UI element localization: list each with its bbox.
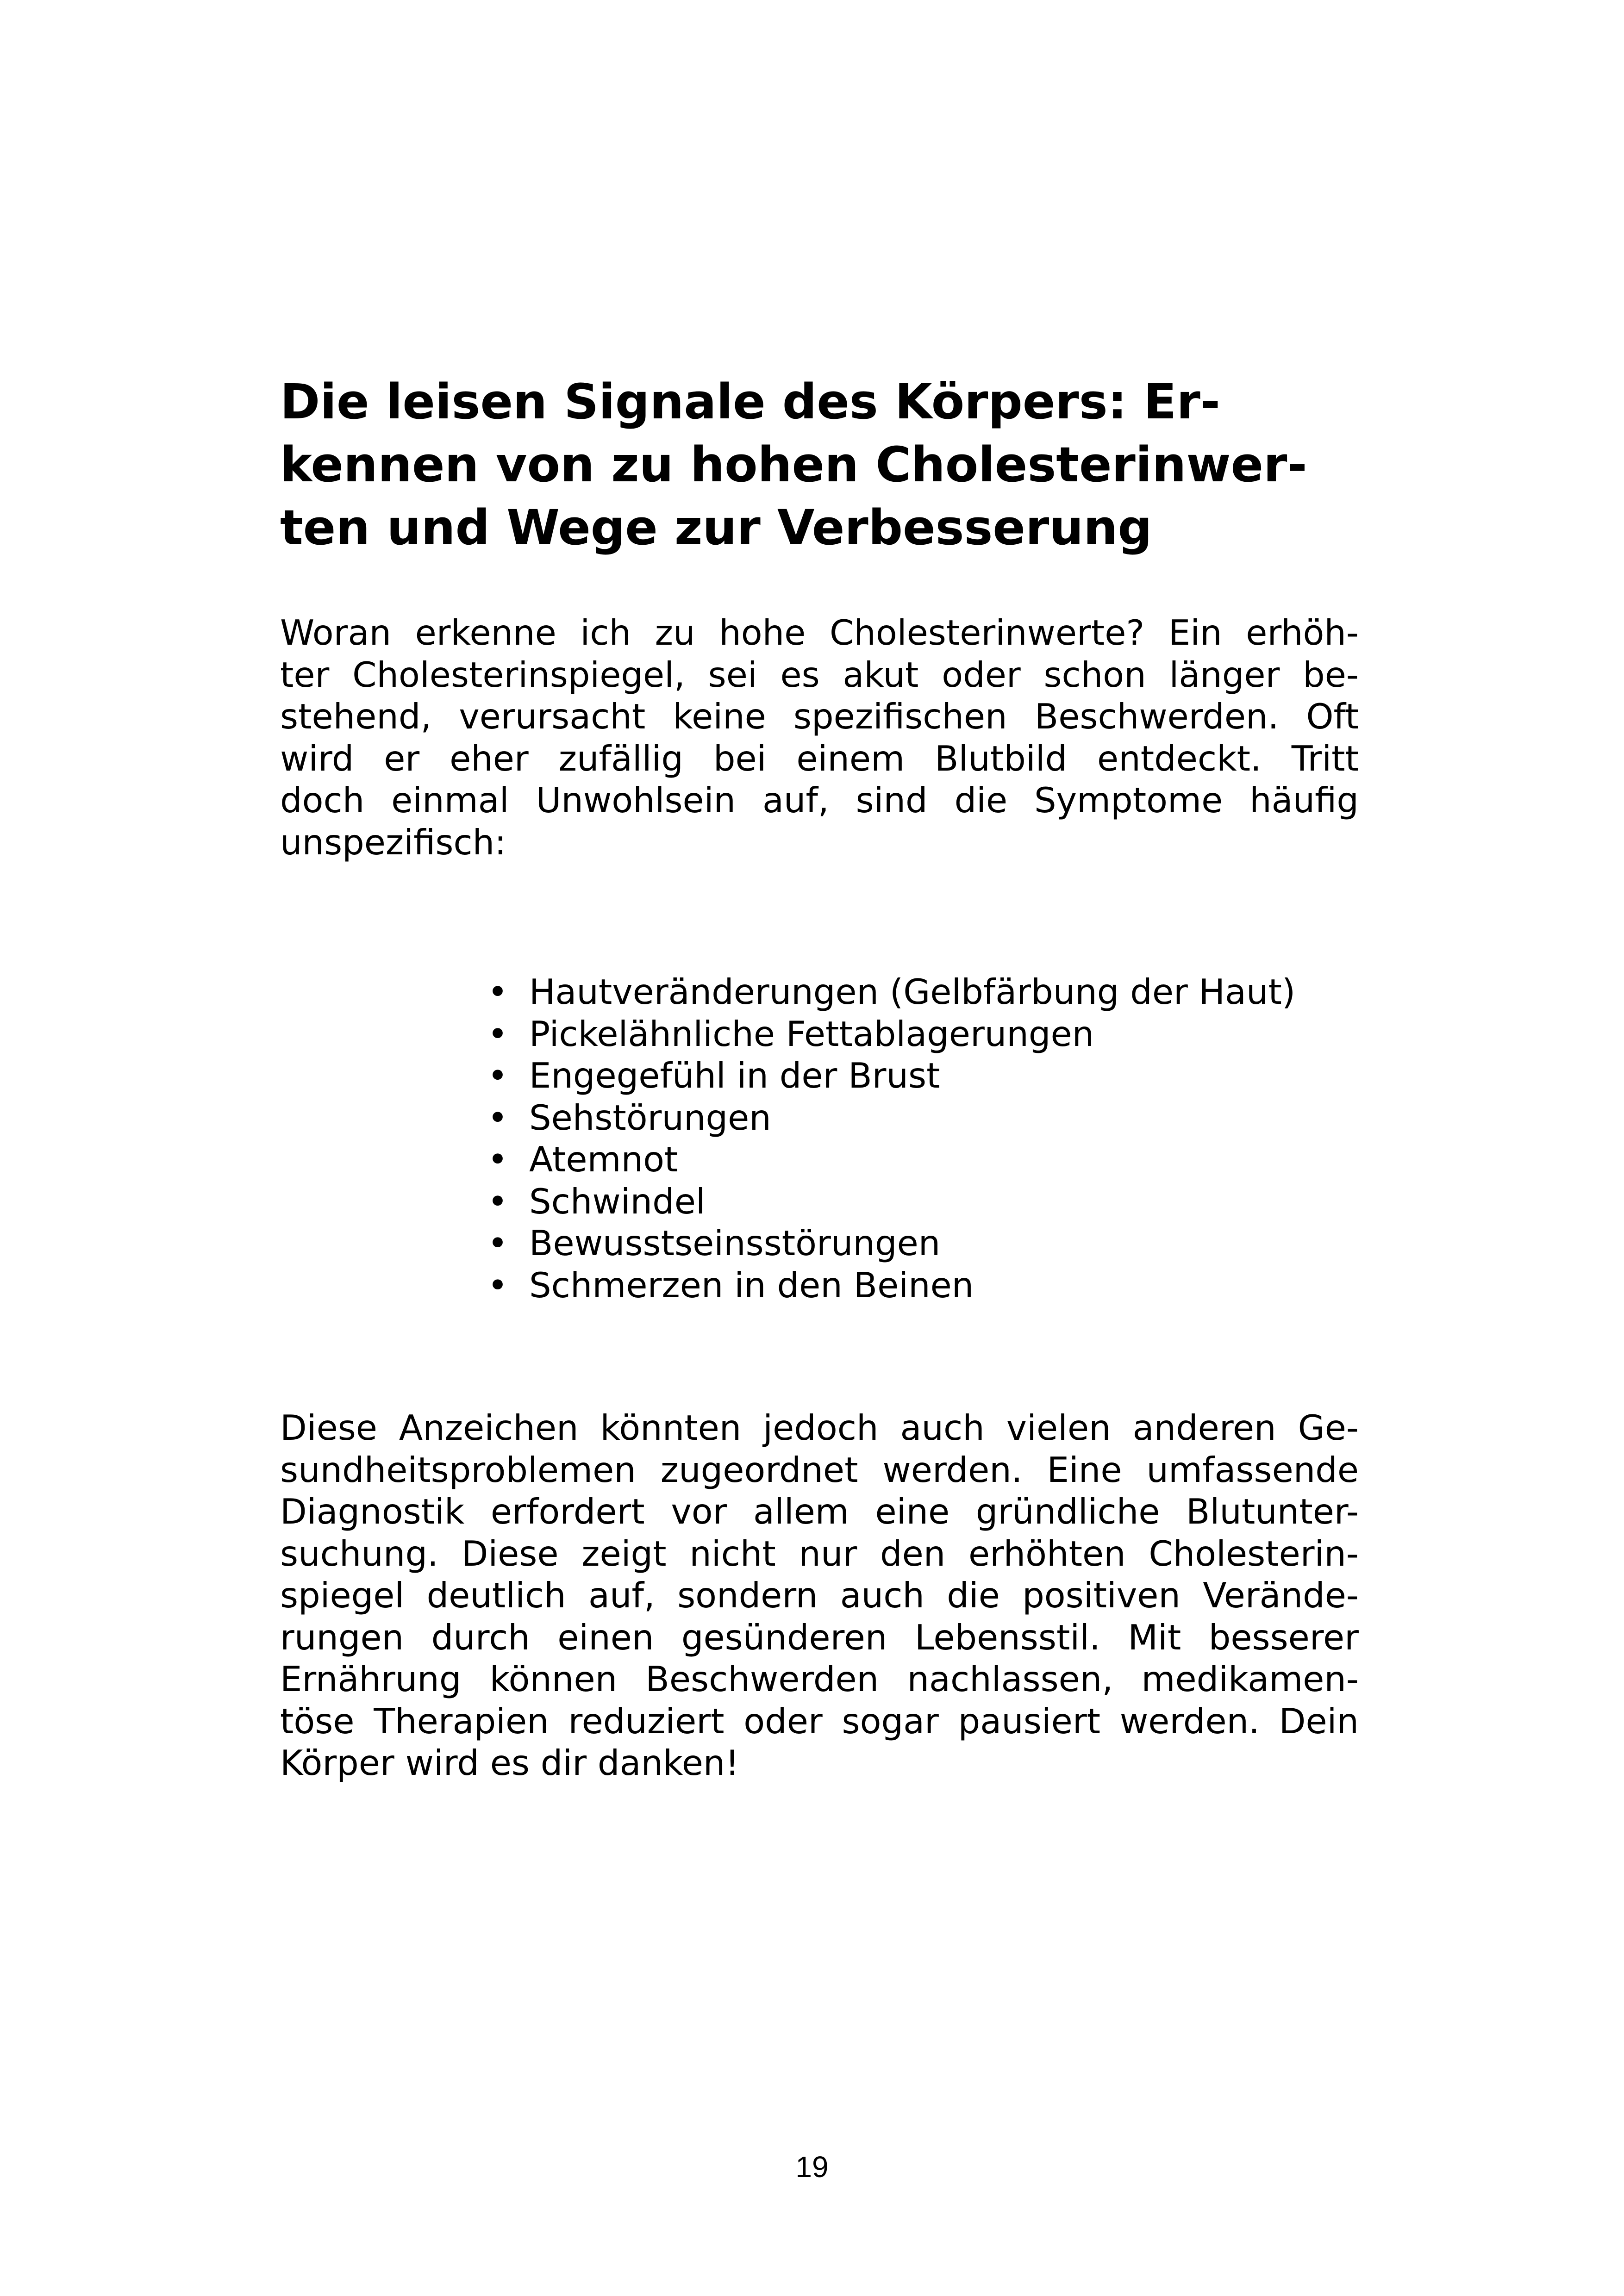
paragraph-line: spiegel deutlich auf, sondern auch die positiven Verände-	[280, 1575, 1359, 1616]
paragraph-line: Woran erkenne ich zu hohe Cholesterinwerte? Ein erhöh-	[280, 612, 1359, 653]
list-item-text: Schmerzen in den Beinen	[529, 1264, 974, 1306]
heading-line: ten und Wege zur Verbesserung	[280, 499, 1152, 556]
paragraph-line: Diagnostik erfordert vor allem eine gründliche Blutunter-	[280, 1491, 1359, 1532]
paragraph-line: Ernährung können Beschwerden nachlassen, medikamen-	[280, 1659, 1359, 1699]
list-item	[484, 1264, 1295, 1307]
list-item-text: Hautveränderungen (Gelbfärbung der Haut)	[529, 971, 1296, 1012]
heading-line: Die leisen Signale des Körpers: Er-	[280, 373, 1220, 430]
intro-paragraph	[280, 612, 1359, 863]
bullet-icon: •	[487, 1264, 508, 1306]
list-item-text: Pickelähnliche Fettablagerungen	[529, 1013, 1094, 1054]
chapter-heading	[280, 370, 1359, 559]
paragraph-line: sundheitsproblemen zugeordnet werden. Eine umfassende	[280, 1449, 1359, 1490]
bullet-icon: •	[487, 1223, 508, 1263]
symptom-list	[484, 971, 1295, 1306]
list-item	[484, 971, 1295, 1013]
list-item	[484, 1181, 1295, 1223]
paragraph-line: Diese Anzeichen könnten jedoch auch vielen anderen Ge-	[280, 1407, 1359, 1448]
list-item-text: Atemnot	[529, 1139, 678, 1180]
bullet-icon: •	[487, 1139, 508, 1180]
list-item-text: Bewusstseinsstörungen	[529, 1223, 941, 1263]
bullet-icon: •	[487, 1013, 508, 1054]
paragraph-line: wird er eher zufällig bei einem Blutbild entdeckt. Tritt	[280, 738, 1359, 779]
paragraph-line: suchung. Diese zeigt nicht nur den erhöhten Cholesterin-	[280, 1533, 1359, 1574]
list-item-text: Engegefühl in der Brust	[529, 1055, 940, 1096]
paragraph-line: töse Therapien reduziert oder sogar pausiert werden. Dein	[280, 1700, 1359, 1742]
closing-paragraph	[280, 1407, 1359, 1784]
paragraph-line: ter Cholesterinspiegel, sei es akut oder schon länger be-	[280, 654, 1359, 695]
list-item	[484, 1055, 1295, 1097]
page-number: 19	[795, 2150, 829, 2184]
list-item-text: Sehstörungen	[529, 1097, 771, 1138]
paragraph-line: rungen durch einen gesünderen Lebensstil. Mit besserer	[280, 1617, 1359, 1658]
bullet-icon: •	[487, 1097, 508, 1138]
list-item	[484, 1013, 1295, 1055]
list-item	[484, 1097, 1295, 1139]
paragraph-line: Körper wird es dir danken!	[280, 1742, 739, 1783]
list-item-text: Schwindel	[529, 1181, 706, 1222]
bullet-icon: •	[487, 971, 508, 1012]
bullet-icon: •	[487, 1181, 508, 1222]
heading-line: kennen von zu hohen Cholesterinwer-	[280, 436, 1307, 493]
paragraph-line: doch einmal Unwohlsein auf, sind die Symptome häufig	[280, 780, 1359, 821]
bullet-icon: •	[487, 1055, 508, 1096]
paragraph-line: unspezifisch:	[280, 821, 506, 863]
paragraph-line: stehend, verursacht keine spezifischen Beschwerden. Oft	[280, 696, 1359, 737]
list-item	[484, 1139, 1295, 1181]
list-item	[484, 1222, 1295, 1264]
